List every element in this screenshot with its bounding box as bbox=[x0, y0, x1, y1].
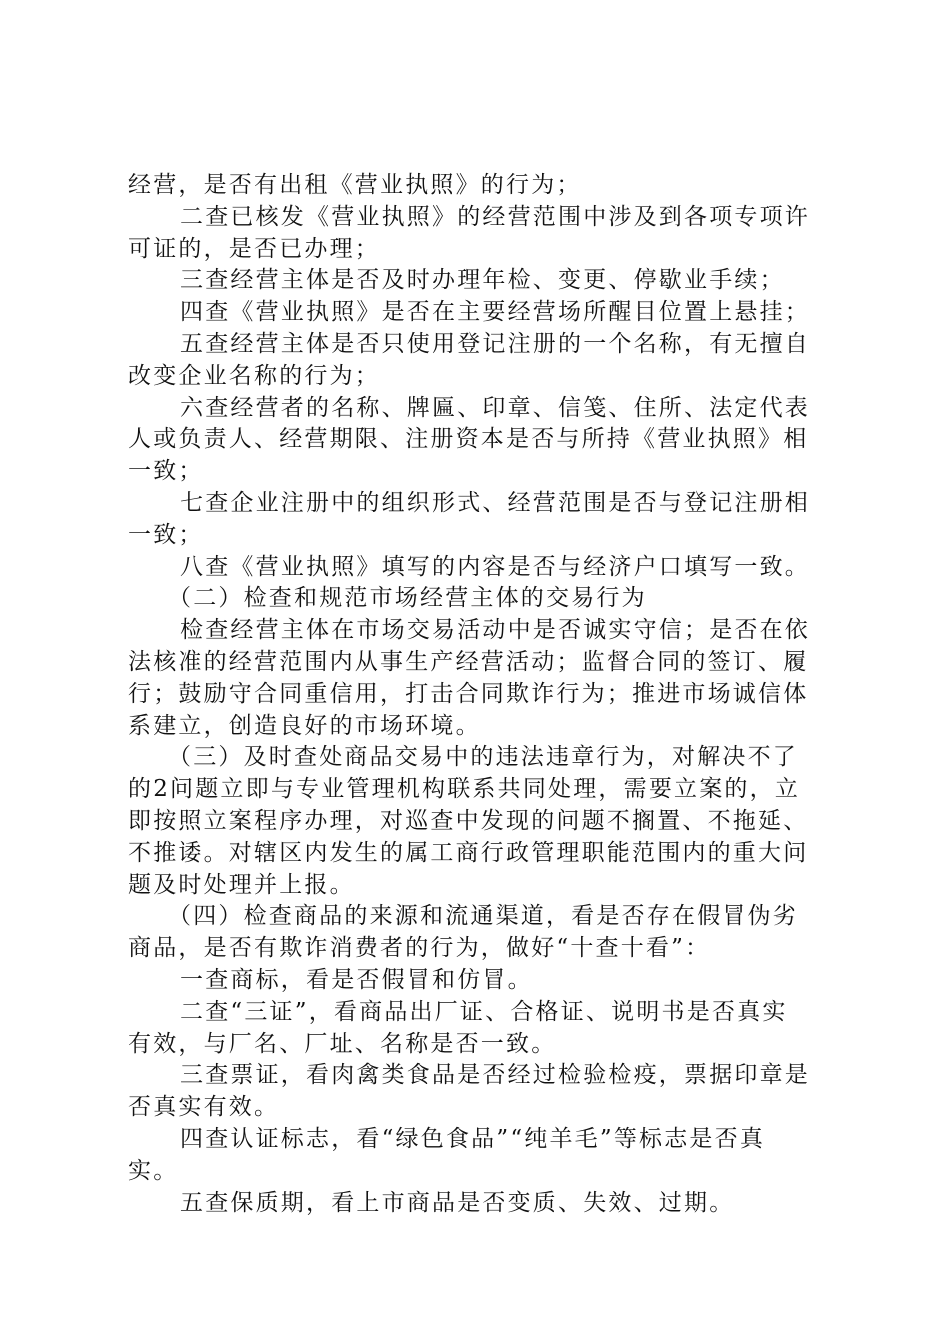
paragraph bbox=[128, 615, 834, 742]
text-line: 七查企业注册中的组织形式、经营范围是否与登记注册相 bbox=[180, 489, 810, 516]
text-line: 三查票证，看肉禽类食品是否经过检验检疫，票据印章是 bbox=[180, 1062, 810, 1089]
text-line: 五查经营主体是否只使用登记注册的一个名称，有无擅自 bbox=[180, 330, 810, 357]
text-line: 一致； bbox=[128, 458, 204, 485]
paragraph bbox=[128, 1124, 834, 1188]
text-line: 二查“三证”，看商品出厂证、合格证、说明书是否真实 bbox=[180, 998, 788, 1025]
paragraph bbox=[128, 265, 834, 297]
paragraph bbox=[128, 202, 834, 266]
text-line: 行；鼓励守合同重信用，打击合同欺诈行为；推进市场诚信体 bbox=[128, 680, 809, 707]
text-line: 的2问题立即与专业管理机构联系共同处理，需要立案的，立 bbox=[128, 776, 801, 803]
text-line: 一查商标，看是否假冒和仿冒。 bbox=[180, 966, 533, 993]
text-line: 四查认证标志，看“绿色食品”“纯羊毛”等标志是否真 bbox=[180, 1125, 766, 1152]
text-line: 改变企业名称的行为； bbox=[128, 362, 380, 389]
text-line: 检查经营主体在市场交易活动中是否诚实守信；是否在依 bbox=[180, 617, 810, 644]
text-line: （四）检查商品的来源和流通渠道，看是否存在假冒伪劣 bbox=[168, 903, 798, 930]
text-line: 三查经营主体是否及时办理年检、变更、停歇业手续； bbox=[180, 267, 785, 294]
text-line: 即按照立案程序办理，对巡查中发现的问题不搁置、不拖延、 bbox=[128, 807, 809, 834]
text-line: 五查保质期，看上市商品是否变质、失效、过期。 bbox=[180, 1189, 735, 1216]
text-line: 商品，是否有欺诈消费者的行为，做好“十查十看”： bbox=[128, 935, 711, 962]
paragraph bbox=[128, 1188, 834, 1220]
paragraph bbox=[128, 552, 834, 584]
paragraph bbox=[128, 997, 834, 1061]
text-line: 二查已核发《营业执照》的经营范围中涉及到各项专项许 bbox=[180, 203, 810, 230]
text-line: 题及时处理并上报。 bbox=[128, 871, 355, 898]
paragraph bbox=[128, 170, 834, 202]
document-body bbox=[128, 170, 834, 1219]
section-heading bbox=[128, 583, 834, 615]
text-line: 六查经营者的名称、牌匾、印章、信笺、住所、法定代表 bbox=[180, 394, 810, 421]
paragraph bbox=[128, 297, 834, 329]
paragraph bbox=[128, 965, 834, 997]
text-line: 否真实有效。 bbox=[128, 1094, 280, 1121]
text-line: 实。 bbox=[128, 1157, 179, 1184]
paragraph bbox=[128, 329, 834, 393]
text-line: 八查《营业执照》填写的内容是否与经济户口填写一致。 bbox=[180, 553, 810, 580]
text-line: （三）及时查处商品交易中的违法违章行为，对解决不了 bbox=[168, 744, 798, 771]
section-heading bbox=[128, 742, 834, 901]
text-line: 一致； bbox=[128, 521, 204, 548]
text-line: 可证的，是否已办理； bbox=[128, 235, 380, 262]
text-line: 系建立，创造良好的市场环境。 bbox=[128, 712, 481, 739]
paragraph bbox=[128, 1060, 834, 1124]
text-line: 不推诿。对辖区内发生的属工商行政管理职能范围内的重大问 bbox=[128, 839, 809, 866]
paragraph bbox=[128, 393, 834, 488]
text-line: 人或负责人、经营期限、注册资本是否与所持《营业执照》相 bbox=[128, 426, 809, 453]
section-heading bbox=[128, 901, 834, 965]
text-line: （二）检查和规范市场经营主体的交易行为 bbox=[168, 585, 647, 612]
text-line: 法核准的经营范围内从事生产经营活动；监督合同的签订、履 bbox=[128, 648, 809, 675]
text-line: 经营，是否有出租《营业执照》的行为； bbox=[128, 172, 582, 198]
text-line: 四查《营业执照》是否在主要经营场所醒目位置上悬挂； bbox=[180, 299, 810, 326]
text-line: 有效，与厂名、厂址、名称是否一致。 bbox=[128, 1030, 557, 1057]
paragraph bbox=[128, 488, 834, 552]
